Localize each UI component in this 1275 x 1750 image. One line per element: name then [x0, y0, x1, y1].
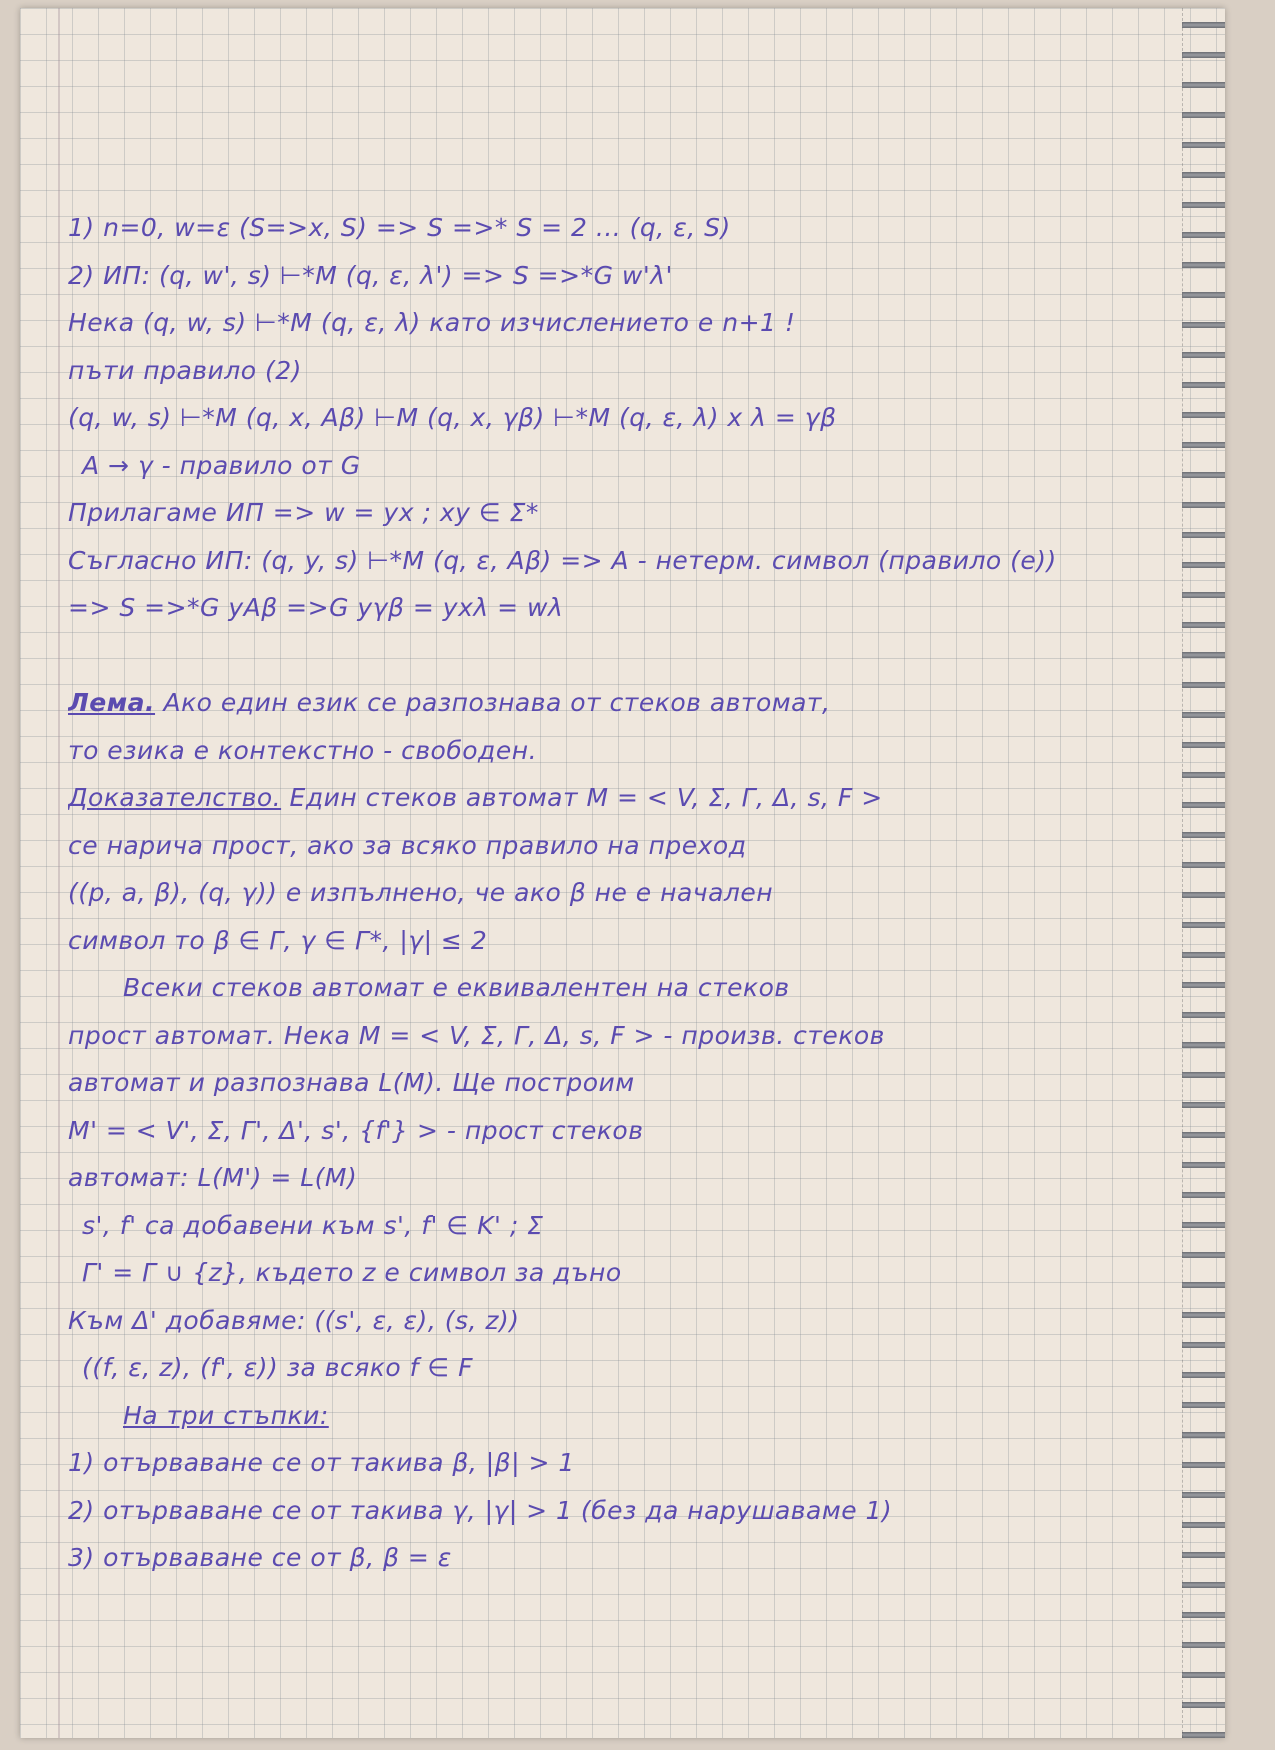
- note-line: автомат и разпознава L(M). Ще построим: [68, 1068, 635, 1097]
- note-line: A → γ - правило от G: [82, 450, 361, 480]
- margin-line: [58, 8, 60, 1738]
- note-line: се нарича прост, ако за всяко правило на преход: [68, 830, 747, 860]
- note-line: M' = < V', Σ, Γ', Δ', s', {f'} > - прост стеков: [68, 1115, 644, 1145]
- note-line: Прилагаме ИП => w = yx ; xy ∈ Σ*: [68, 498, 539, 527]
- note-line: то езика е контекстно - свободен.: [68, 735, 538, 765]
- blank-line: [68, 632, 1208, 680]
- note-line: 1) отърваване се от такива β, |β| > 1: [68, 1448, 575, 1477]
- note-line: символ то β ∈ Γ, γ ∈ Γ*, |γ| ≤ 2: [68, 925, 488, 955]
- note-line: (q, w, s) ⊢*M (q, x, Aβ) ⊢M (q, x, γβ) ⊢*M (q, ε, λ) x λ = γβ: [68, 403, 837, 432]
- note-line: 3) отърваване се от β, β = ε: [68, 1543, 452, 1572]
- note-line: 2) ИП: (q, w', s) ⊢*M (q, ε, λ') => S =>*G w'λ': [68, 260, 673, 290]
- note-line: Γ' = Γ ∪ {z}, където z е символ за дъно: [82, 1258, 622, 1287]
- note-line: 2) отърваване се от такива γ, |γ| > 1 (без да нарушаваме 1): [68, 1495, 893, 1525]
- note-line: Съгласно ИП: (q, y, s) ⊢*M (q, ε, Aβ) => A - нетерм. символ (правило (e)): [68, 545, 1057, 575]
- lemma-text: Ако един език се разпознава от стеков автомат,: [155, 688, 831, 717]
- proof-text: Един стеков автомат M = < V, Σ, Γ, Δ, s, F >: [281, 783, 883, 812]
- note-line: автомат: L(M') = L(M): [68, 1163, 358, 1192]
- lemma-heading: Лема.: [68, 688, 156, 717]
- notebook-page: [20, 8, 1225, 1738]
- note-line: ((p, a, β), (q, γ)) е изпълнено, че ако β не е начален: [68, 878, 774, 907]
- note-line: прост автомат. Нека M = < V, Σ, Γ, Δ, s, F > - произв. стеков: [68, 1020, 885, 1050]
- proof-heading: Доказателство.: [68, 783, 282, 812]
- handwritten-notes: [68, 204, 1208, 1582]
- note-line: Към Δ' добавяме: ((s', ε, ε), (s, z)): [68, 1305, 520, 1335]
- note-line: 1) n=0, w=ε (S=>x, S) => S =>* S = 2 ... (q, ε, S): [68, 213, 731, 242]
- note-line: s', f' са добавени към s', f' ∈ K' ; Σ: [82, 1210, 544, 1240]
- note-line: [68, 1392, 1208, 1440]
- note-line: ((f, ε, z), (f', ε)) за всяко f ∈ F: [82, 1353, 473, 1382]
- note-line: пъти правило (2): [68, 355, 302, 385]
- note-line: Нека (q, w, s) ⊢*M (q, ε, λ) като изчислението е n+1 !: [68, 308, 796, 337]
- proof-line: [68, 774, 1208, 822]
- lemma-line: [68, 679, 1208, 727]
- note-line: Всеки стеков автомат е еквивалентен на стеков: [123, 973, 790, 1002]
- steps-heading: На три стъпки:: [123, 1400, 329, 1430]
- note-line: => S =>*G yAβ =>G yγβ = yxλ = wλ: [68, 593, 564, 622]
